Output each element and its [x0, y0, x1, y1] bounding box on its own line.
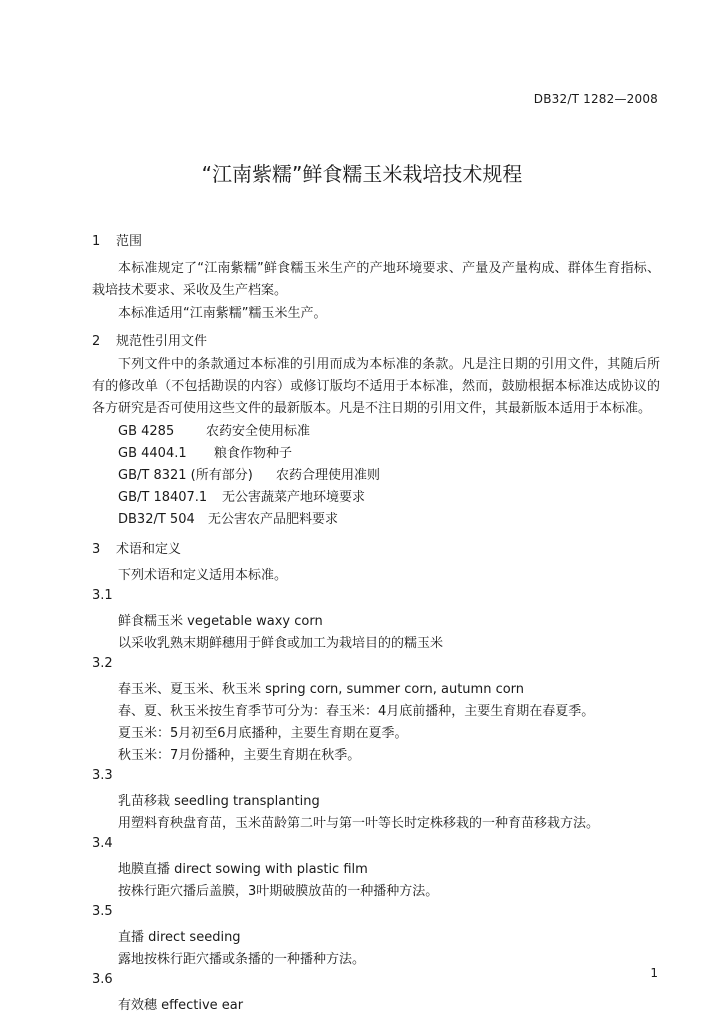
- section-title: 规范性引用文件: [116, 334, 208, 349]
- term-definition: 用塑料育秧盘育苗，玉米苗龄第二叶与第一叶等长时定株移栽的一种育苗移栽方法。: [118, 816, 600, 831]
- reference-code: GB/T 8321 (所有部分): [118, 468, 253, 483]
- clause-number: 3.2: [92, 656, 113, 671]
- term-heading: 春玉米、夏玉米、秋玉米 spring corn, summer corn, autumn corn: [118, 682, 525, 697]
- section-title: 范围: [116, 234, 143, 249]
- reference-name: 无公害农产品肥料要求: [208, 512, 339, 527]
- paragraph: 本标准适用“江南紫糯”糯玉米生产。: [118, 306, 327, 321]
- clause-number: 3.5: [92, 904, 113, 919]
- section-number: 3: [92, 542, 101, 557]
- reference-name: 粮食作物种子: [214, 446, 293, 461]
- reference-item: [118, 486, 365, 505]
- section-heading-1: [92, 230, 142, 249]
- section-heading-3: [92, 538, 181, 557]
- term-definition: 春、夏、秋玉米按生育季节可分为：春玉米：4月底前播种，主要生育期在春夏季。: [118, 704, 595, 719]
- document-title: “江南紫糯”鲜食糯玉米栽培技术规程: [201, 162, 523, 186]
- term-heading: 鲜食糯玉米 vegetable waxy corn: [118, 614, 323, 629]
- section-title: 术语和定义: [116, 542, 182, 557]
- term-definition: 露地按株行距穴播或条播的一种播种方法。: [118, 952, 366, 967]
- term-definition: 夏玉米：5月初至6月底播种，主要生育期在夏季。: [118, 726, 408, 741]
- term-heading: 直播 direct seeding: [118, 930, 241, 945]
- reference-name: 无公害蔬菜产地环境要求: [222, 490, 366, 505]
- reference-item: [118, 420, 310, 439]
- standard-number: DB32/T 1282—2008: [533, 92, 658, 106]
- section-number: 1: [92, 234, 101, 249]
- reference-code: GB 4285: [118, 424, 175, 439]
- reference-code: DB32/T 504: [118, 512, 195, 527]
- reference-item: [118, 464, 380, 483]
- term-heading: 乳苗移栽 seedling transplanting: [118, 794, 320, 809]
- reference-name: 农药安全使用标准: [206, 424, 311, 439]
- reference-item: [118, 508, 338, 527]
- term-definition: 按株行距穴播后盖膜，3叶期破膜放苗的一种播种方法。: [118, 884, 439, 899]
- term-heading: 有效穗 effective ear: [118, 998, 244, 1013]
- clause-number: 3.4: [92, 836, 113, 851]
- paragraph: 下列术语和定义适用本标准。: [118, 568, 288, 583]
- paragraph: 下列文件中的条款通过本标准的引用而成为本标准的条款。凡是注日期的引用文件，其随后所有的修改单（不包括勘误的内容）或修订版均不适用于本标准，然而，鼓励根据本标准达成协议的各方研究是否可使用这些文件的最新版本。凡是不注日期的引用文件，其最新版本适用于本标准。: [92, 357, 660, 416]
- reference-name: 农药合理使用准则: [276, 468, 381, 483]
- term-definition: 秋玉米：7月份播种，主要生育期在秋季。: [118, 748, 361, 763]
- reference-code: GB/T 18407.1: [118, 490, 208, 505]
- reference-item: [118, 442, 292, 461]
- reference-code: GB 4404.1: [118, 446, 187, 461]
- clause-number: 3.1: [92, 588, 113, 603]
- term-heading: 地膜直播 direct sowing with plastic film: [118, 862, 368, 877]
- paragraph: 本标准规定了“江南紫糯”鲜食糯玉米生产的产地环境要求、产量及产量构成、群体生育指标、栽培技术要求、采收及生产档案。: [92, 261, 660, 298]
- clause-number: 3.6: [92, 972, 113, 987]
- section-number: 2: [92, 334, 101, 349]
- term-definition: 以采收乳熟末期鲜穗用于鲜食或加工为栽培目的的糯玉米: [118, 636, 444, 651]
- page-number: 1: [650, 966, 658, 980]
- clause-number: 3.3: [92, 768, 113, 783]
- section-heading-2: [92, 330, 207, 349]
